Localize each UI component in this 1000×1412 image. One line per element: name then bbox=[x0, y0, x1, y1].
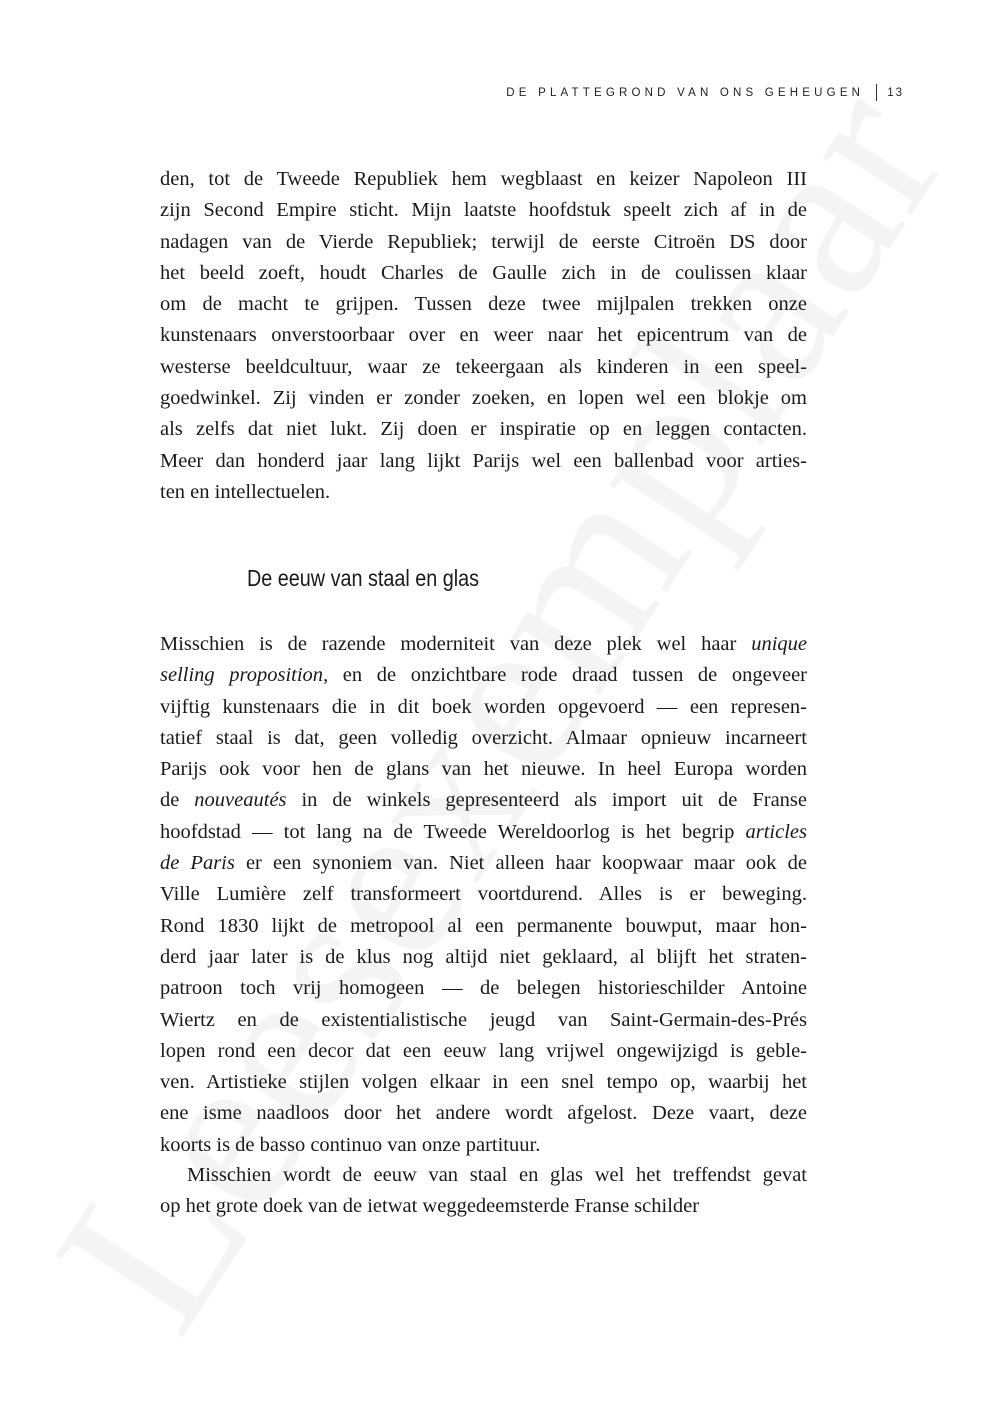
header-divider bbox=[876, 84, 877, 101]
text-run: Parijs ook voor hen de glans van het nieuwe. In heel Europa worden bbox=[160, 758, 807, 781]
italic-phrase: nouveautés bbox=[194, 789, 287, 812]
text-line: westerse beeldcultuur, waar ze tekeergaan als kinderen in een speel- bbox=[160, 355, 807, 378]
text-run: derd jaar later is de klus nog altijd niet geklaard, al blijft het straten- bbox=[160, 945, 807, 968]
paragraph-1 bbox=[160, 164, 807, 508]
text-run: koorts is de basso continuo van onze partituur. bbox=[160, 1133, 541, 1156]
text-line bbox=[160, 817, 807, 848]
text-line bbox=[160, 785, 807, 816]
text-line: op het grote doek van de ietwat weggedeemsterde Franse schilder bbox=[160, 1195, 700, 1218]
text-line: nadagen van de Vierde Republiek; terwijl de eerste Citroën DS door bbox=[160, 230, 807, 253]
text-run: Wiertz en de existentialistische jeugd van Saint-Germain-des-Prés bbox=[160, 1008, 807, 1031]
text-run: er een synoniem van. Niet alleen haar koopwaar maar ook de bbox=[234, 852, 807, 875]
text-line: Meer dan honderd jaar lang lijkt Parijs wel een ballenbad voor arties- bbox=[160, 449, 807, 472]
text-run: patroon toch vrij homogeen — de belegen historieschilder Antoine bbox=[160, 977, 807, 1000]
text-line: zijn Second Empire sticht. Mijn laatste hoofdstuk speelt zich af in de bbox=[160, 199, 807, 222]
text-line bbox=[160, 754, 807, 785]
text-line bbox=[160, 660, 807, 691]
text-run: in de winkels gepresenteerd als import uit de Franse bbox=[286, 789, 807, 812]
running-head bbox=[506, 84, 904, 101]
section-heading: De eeuw van staal en glas bbox=[247, 565, 480, 591]
text-run: hoofdstad — tot lang na de Tweede Wereldoorlog is het begrip bbox=[160, 820, 746, 843]
text-line: als zelfs dat niet lukt. Zij doen er inspiratie op en leggen contacten. bbox=[160, 418, 807, 441]
text-line: Misschien wordt de eeuw van staal en glas wel het treffendst gevat bbox=[187, 1164, 807, 1186]
text-line bbox=[160, 848, 807, 879]
text-line bbox=[160, 723, 807, 754]
paragraph-3 bbox=[160, 1160, 807, 1223]
text-run: ven. Artistieke stijlen volgen elkaar in een snel tempo op, waarbij het bbox=[160, 1071, 807, 1094]
text-run: de bbox=[160, 789, 195, 812]
text-line bbox=[160, 692, 807, 723]
text-line bbox=[160, 879, 807, 910]
text-run: tatief staal is dat, geen volledig overzicht. Almaar opnieuw incarneert bbox=[160, 726, 807, 749]
text-run: ene isme naadloos door het andere wordt afgelost. Deze vaart, deze bbox=[160, 1102, 807, 1125]
text-line bbox=[160, 1067, 807, 1098]
text-run: Rond 1830 lijkt de metropool al een permanente bouwput, maar hon- bbox=[160, 914, 807, 937]
text-line: den, tot de Tweede Republiek hem wegblaast en keizer Napoleon III bbox=[160, 168, 807, 190]
text-line: het beeld zoeft, houdt Charles de Gaulle zich in de coulissen klaar bbox=[160, 261, 807, 284]
italic-phrase: unique bbox=[751, 633, 807, 655]
italic-phrase: selling proposition bbox=[160, 664, 324, 687]
page-number: 13 bbox=[887, 86, 904, 99]
text-line bbox=[160, 1005, 807, 1036]
text-line bbox=[160, 942, 807, 973]
italic-phrase: de Paris bbox=[160, 852, 235, 875]
text-line: ten en intellectuelen. bbox=[160, 480, 331, 503]
text-line bbox=[160, 1130, 807, 1161]
text-line bbox=[160, 1036, 807, 1067]
text-line bbox=[160, 911, 807, 942]
text-line: om de macht te grijpen. Tussen deze twee mijlpalen trekken onze bbox=[160, 293, 807, 316]
text-line bbox=[160, 629, 807, 660]
text-line: goedwinkel. Zij vinden er zonder zoeken, en lopen wel een blokje om bbox=[160, 387, 807, 410]
text-run: lopen rond een decor dat een eeuw lang vrijwel ongewijzigd is geble- bbox=[160, 1039, 807, 1062]
running-title: DE PLATTEGROND VAN ONS GEHEUGEN bbox=[506, 86, 865, 99]
text-run: , en de onzichtbare rode draad tussen de ongeveer bbox=[323, 664, 808, 687]
text-line bbox=[160, 973, 807, 1004]
text-line: kunstenaars onverstoorbaar over en weer naar het epicentrum van de bbox=[160, 324, 807, 347]
text-run: Misschien is de razende moderniteit van deze plek wel haar bbox=[160, 633, 752, 655]
text-run: vijftig kunstenaars die in dit boek worden opgevoerd — een represen- bbox=[160, 695, 807, 718]
text-line bbox=[160, 1098, 807, 1129]
text-run: Ville Lumière zelf transformeert voortdurend. Alles is er beweging. bbox=[160, 883, 807, 906]
paragraph-2 bbox=[160, 629, 807, 1161]
italic-phrase: articles bbox=[745, 820, 807, 843]
